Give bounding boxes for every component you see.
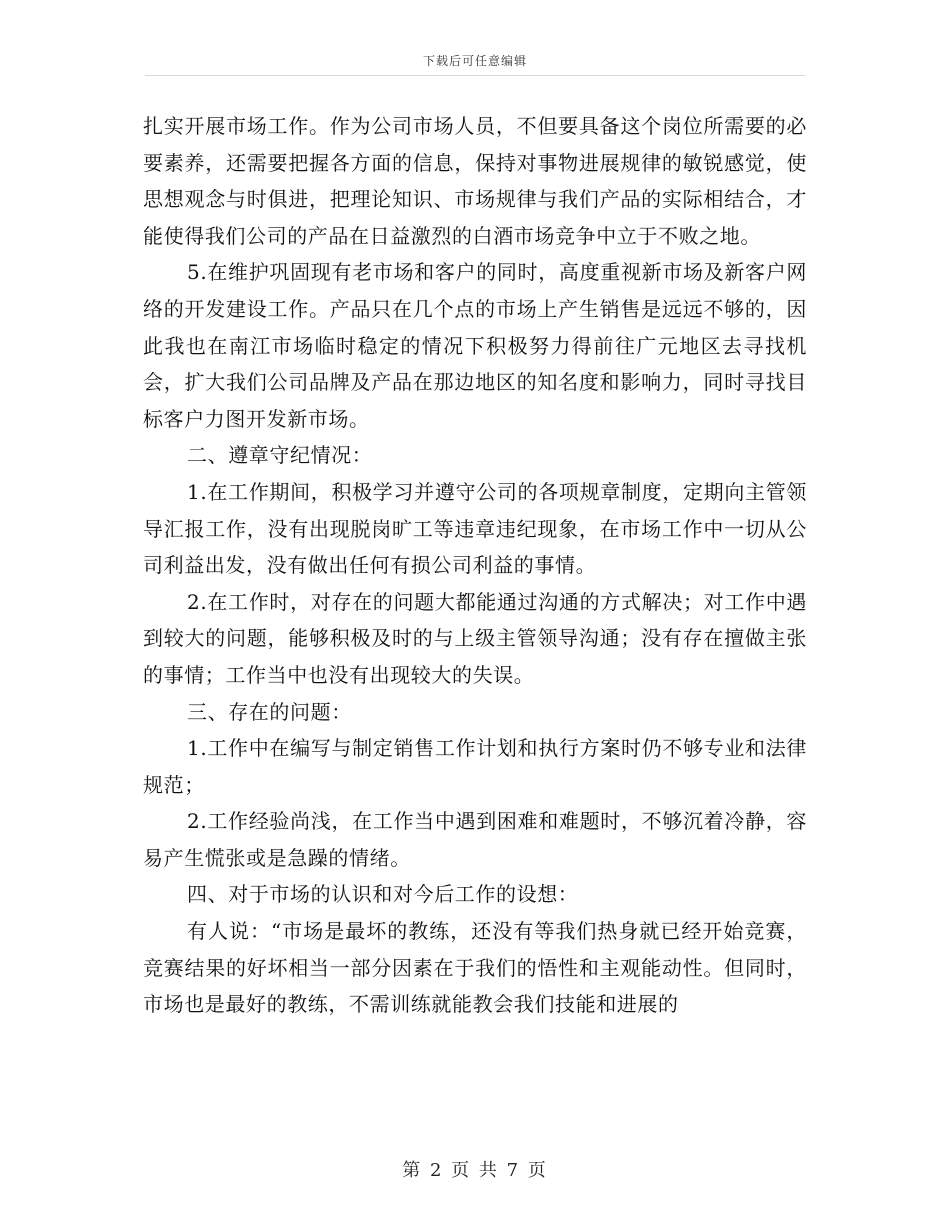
document-body	[143, 108, 807, 1023]
paragraph-2: 5.在维护巩固现有老市场和客户的同时，高度重视新市场及新客户网络的开发建设工作。产品只在几个点的市场上产生销售是远远不够的，因此我也在南江市场临时稳定的情况下积极努力得前往广元地区去寻找机会，扩大我们公司品牌及产品在那边地区的知名度和影响力，同时寻找目标客户力图开发新市场。	[143, 260, 807, 431]
paragraph-10: 有人说：“市场是最坏的教练，还没有等我们热身就已经开始竞赛，竞赛结果的好坏相当一部分因素在于我们的悟性和主观能动性。但同时，市场也是最好的教练，不需训练就能教会我们技能和进展的	[143, 919, 807, 1017]
section-heading-2: 二、遵章守纪情况：	[187, 443, 373, 468]
header-divider	[145, 75, 805, 76]
paragraph-5: 2.在工作时，对存在的问题大都能通过沟通的方式解决；对工作中遇到较大的问题，能够积极及时的与上级主管领导沟通；没有存在擅做主张的事情；工作当中也没有出现较大的失误。	[143, 589, 807, 687]
page-number: 第 2 页 共 7 页	[402, 1160, 548, 1181]
section-heading-4: 四、对于市场的认识和对今后工作的设想：	[187, 882, 579, 907]
paragraph-1: 扎实开展市场工作。作为公司市场人员，不但要具备这个岗位所需要的必要素养，还需要把握各方面的信息，保持对事物进展规律的敏锐感觉，使思想观念与时俱进，把理论知识、市场规律与我们产品的实际相结合，才能使得我们公司的产品在日益激烈的白酒市场竞争中立于不败之地。	[143, 114, 807, 248]
paragraph-8: 2.工作经验尚浅，在工作当中遇到困难和难题时，不够沉着冷静，容易产生慌张或是急躁的情绪。	[143, 809, 807, 870]
page-header: 下载后可任意编辑	[422, 54, 527, 68]
section-heading-3: 三、存在的问题：	[187, 699, 352, 724]
paragraph-7: 1.工作中在编写与制定销售工作计划和执行方案时仍不够专业和法律规范；	[143, 736, 807, 797]
paragraph-4: 1.在工作期间，积极学习并遵守公司的各项规章制度，定期向主管领导汇报工作，没有出现脱岗旷工等违章违纪现象，在市场工作中一切从公司利益出发，没有做出任何有损公司利益的事情。	[143, 479, 807, 578]
